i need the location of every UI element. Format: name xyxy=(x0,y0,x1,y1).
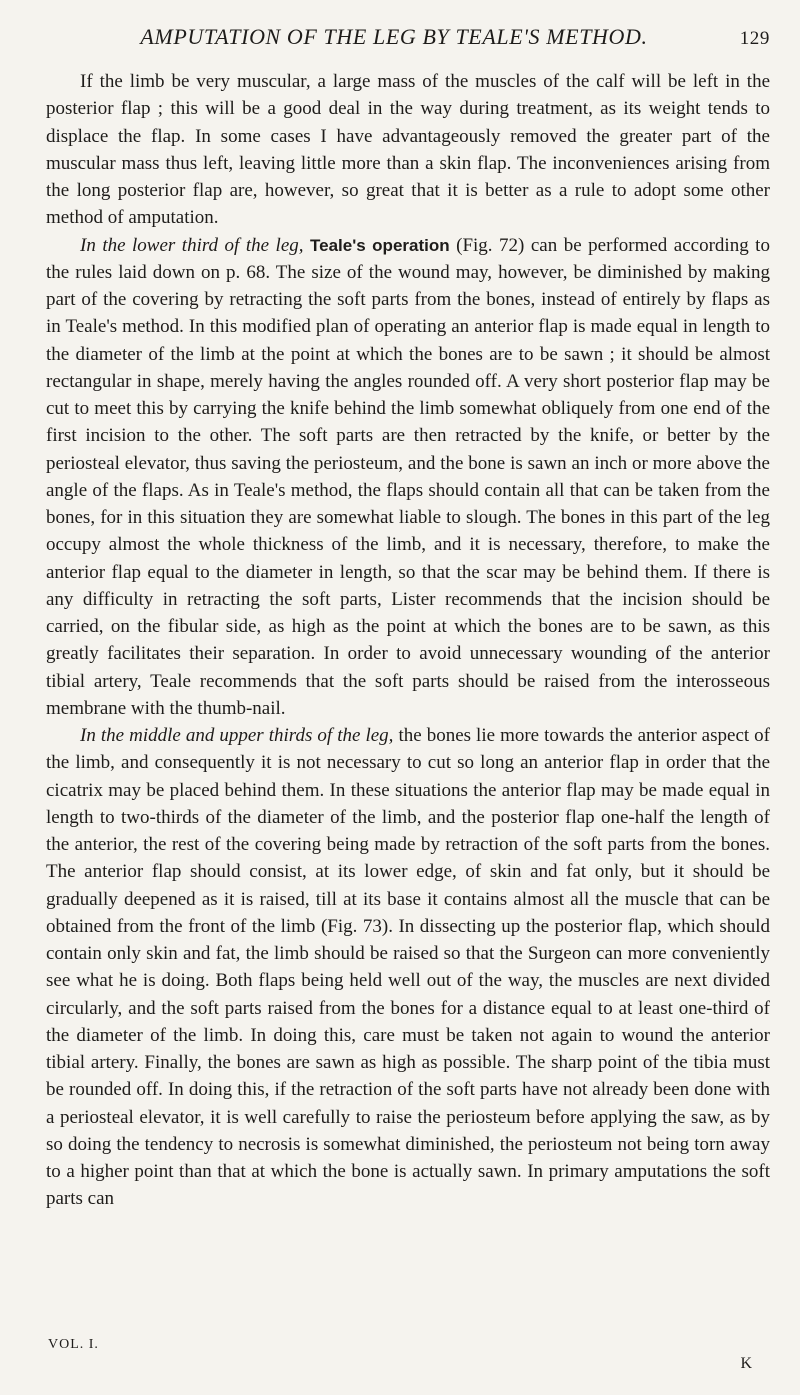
page-footer xyxy=(48,1337,770,1377)
operation-name: Teale's operation xyxy=(310,235,450,255)
section-lead-italic: In the lower third of the leg, xyxy=(80,234,304,256)
paragraph xyxy=(46,68,770,232)
running-head xyxy=(46,24,770,66)
volume-signature: VOL. I. xyxy=(48,1337,99,1352)
paragraph xyxy=(46,232,770,723)
running-title: AMPUTATION OF THE LEG BY TEALE'S METHOD. xyxy=(140,24,648,49)
sheet-signature: K xyxy=(740,1355,752,1372)
paragraph xyxy=(46,722,770,1213)
section-lead-italic: In the middle and upper thirds of the leg, xyxy=(80,725,394,746)
paragraph-text: If the limb be very muscular, a large mass of the muscles of the calf will be left in the posterior flap ; this will be a good deal in the way during treatment, as its weight tends to displace the flap. In some cases I have advantageously removed the greater part of the muscular mass thus left, leaving little more than a skin flap. The inconveniences arising from the long posterior flap are, however, so great that it is better as a rule to adopt some other method of amputation. xyxy=(46,71,770,229)
paragraph-text: (Fig. 72) can be performed according to the rules laid down on p. 68. The size of the wound may, however, be diminished by making part of the covering by retracting the soft parts from the bones, instead of entirely by flaps as in Teale's method. In this modified plan of operating an anterior flap is made equal in length to the diameter of the limb at the point at which the bones are to be sawn ; it should be almost rectangular in shape, merely having the angles rounded off. A very short posterior flap may be cut to meet this by carrying the knife behind the limb somewhat obliquely from one end of the first incision to the other. The soft parts are then retracted by the knife, or better by the periosteal elevator, thus saving the periosteum, and the bone is sawn an inch or more above the angle of the flaps. As in Teale's method, the flaps should contain all that can be taken from the bones, for in this situation they are somewhat liable to slough. The bones in this part of the leg occupy almost the whole thickness of the limb, and it is necessary, therefore, to make the anterior flap equal to the diameter in length, so that the scar may be behind them. If there is any difficulty in retracting the soft parts, Lister recommends that the incision should be carried, on the fibular side, as high as the point at which the bones are to be sawn, as this greatly facilitates their separation. In order to avoid unnecessary wounding of the anterior tibial artery, Teale recommends that the soft parts should be raised from the interosseous membrane with the thumb-nail. xyxy=(46,234,770,719)
page-number: 129 xyxy=(739,28,770,49)
paragraph-text: the bones lie more towards the anterior aspect of the limb, and consequently it is not necessary to cut so long an anterior flap in order that the cicatrix may be placed behind them. In these situations the anterior flap may be made equal in length to two-thirds of the diameter of the limb, and the posterior flap one-half the length of the anterior, the rest of the covering being made by retraction of the soft parts from the bones. The anterior flap should consist, at its lower edge, of skin and fat only, but it should be gradually deepened as it is raised, till at its base it contains almost all the muscle that can be obtained from the front of the limb (Fig. 73). In dissecting up the posterior flap, which should contain only skin and fat, the limb should be raised so that the Surgeon can more conveniently see what he is doing. Both flaps being held well out of the way, the muscles are next divided circularly, and the soft parts raised from the bones for a distance equal to at least one-third of the diameter of the limb. In doing this, care must be taken not again to wound the anterior tibial artery. Finally, the bones are sawn as high as possible. The sharp point of the tibia must be rounded off. In doing this, if the retraction of the soft parts have not already been done with a periosteal elevator, it is well carefully to raise the periosteum before applying the saw, as by so doing the tendency to necrosis is somewhat diminished, the periosteum not being torn away to a higher point than that at which the bone is actually sawn. In primary amputations the soft parts can xyxy=(46,725,771,1210)
body-text xyxy=(46,68,770,1213)
